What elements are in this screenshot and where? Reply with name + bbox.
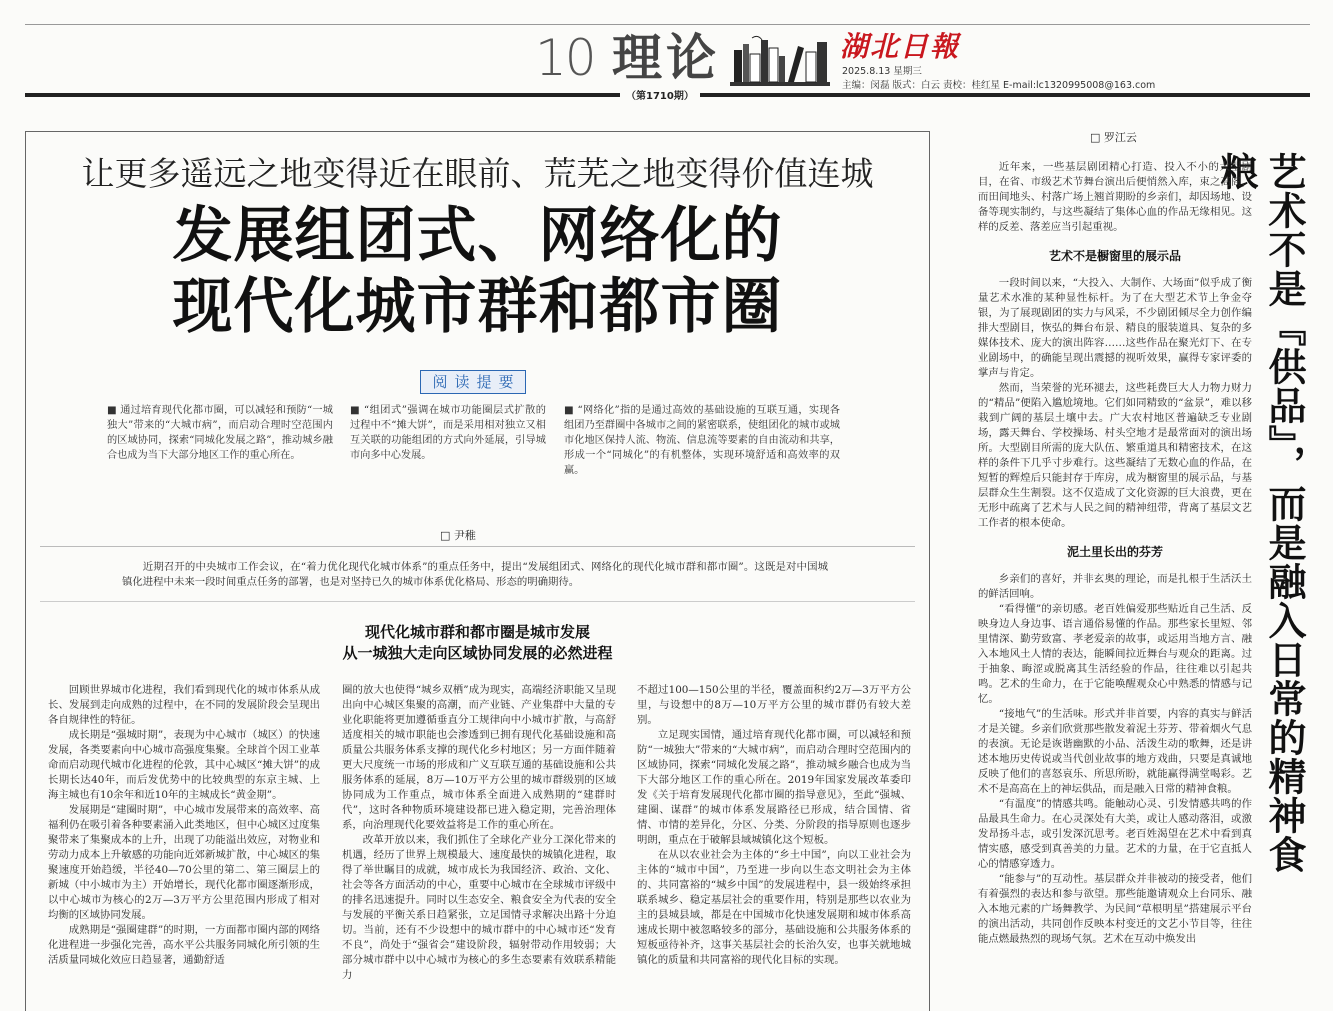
issue-date: 2025.8.13 星期三 bbox=[842, 66, 922, 77]
page-number: 10 bbox=[535, 29, 595, 87]
side-section2-para: “有温度”的情感共鸣。能触动心灵、引发情感共鸣的作品最具生命力。在心灵深处有大美，或让人感动落泪，或激发昂扬斗志，或引发深沉思考。老百姓渴望在艺术中看到真情实感，感受到真善美的力量。艺术的力量，在于它直抵人心的情感穿透力。 bbox=[978, 798, 1252, 870]
lead-col1-para: 回顾世界城市化进程，我们看到现代化的城市体系从成长、发展到走向成熟的过程中，在不同的发展阶段会呈现出各自规律性的特征。 bbox=[48, 684, 320, 726]
side-section2-para: 乡亲们的喜好，并非玄奥的理论，而是扎根于生活沃土的鲜活回响。 bbox=[978, 573, 1252, 600]
top-rule bbox=[25, 24, 1310, 25]
lead-column-3 bbox=[637, 683, 911, 1000]
issue-number: （第1710期） bbox=[620, 90, 700, 104]
side-section2-para: “看得懂”的亲切感。老百姓偏爱那些贴近自己生活、反映身边人身边事、语言通俗易懂的作品。那些家长里短、邻里情深、勤劳致富、孝老爱亲的故事，或运用当地方言、融入本地风土人情的表达，能瞬间拉近舞台与观众的距离。过于抽象、晦涩或脱离其生活经验的作品，往往难以引起共鸣。艺术的生命力，在于它能唤醒观众心中熟悉的情感与记忆。 bbox=[978, 603, 1252, 705]
section-title: 理论 bbox=[612, 28, 720, 87]
side-section2-title: 泥土里长出的芬芳 bbox=[1066, 545, 1163, 559]
lead-intro bbox=[122, 560, 828, 590]
lead-col2-para: 圈的放大也使得“城乡双栖”成为现实，高端经济职能又呈现出向中心城区集聚的高潮，而产业链、产业集群中大量的专业化职能将更加遵循垂直分工规律向中小城市扩散，与高舒适度相关的城市职能也会渗透到已拥有现代化基础设施和高质量公共服务体系支撑的现代化乡村地区；另一方面伴随着更大尺度统一市场的形成和广义互联互通的基础设施和公共服务体系的延展，8万—10万平方公里的城市群级别的区域协同成为工作重点，城市体系全面进入成熟期的“建群时代”，这时各种物质环境建设都已进入稳定期，完善治理体系，向治理现代化要效益将是工作的重心所在。 bbox=[342, 684, 616, 831]
side-headline: 艺术不是『供品』，而是融入日常的精神食粮 bbox=[1214, 152, 1306, 874]
lead-col3-para: 立足现实国情，通过培育现代化都市圈，可以减轻和预防“一城独大”带来的“大城市病”，而启动合理时空范围内的区域协同，探索“同城化发展之路”，推动城乡融合也成为当下大部分地区工作的重心所在。2019年国家发展改革委印发《关于培育发展现代化都市圈的指导意见》，至此“强城、建圈、谋群”的城市体系发展路径已形成，结合国情、省情、市情的差异化，分区、分类、分阶段的指导原则也逐步明朗，重点在于破解县域城镇化这个短板。 bbox=[637, 729, 911, 846]
side-section2-para: “接地气”的生活味。形式并非首要，内容的真实与鲜活才是关键。乡亲们欣赏那些散发着泥土芬芳、带着烟火气息的表演。无论是诙谐幽默的小品、活泼生动的歌舞，还是讲述本地历史传说或当代创业故事的地方戏曲，只要是真诚地反映了他们的喜怒哀乐、所思所盼，就能赢得满堂喝彩。艺术不是高高在上的神坛供品，而是融入日常的精神食粮。 bbox=[978, 708, 1252, 795]
lead-headline-line2: 现代化城市群和都市圈 bbox=[172, 272, 783, 342]
side-intro-para: 近年来，一些基层剧团精心打造、投入不小的大型剧目，在省、市级艺术节舞台演出后便悄然入库，束之高阁，而田间地头、村落广场上翘首期盼的乡亲们，却因场地、设备等现实制约，与这些凝结了集体心血的作品无缘相见。这样的反差、落差应当引起重视。 bbox=[978, 161, 1252, 233]
side-section1-title: 艺术不是橱窗里的展示品 bbox=[1048, 249, 1181, 263]
lead-subheading-2: 从一城独大走向区域协同发展的必然进程 bbox=[342, 644, 613, 662]
reading-tip-1: ■ 通过培育现代化都市圈，可以减轻和预防“一城独大”带来的“大城市病”，而启动合理时空范围内的区域协同，探索“同城化发展之路”，推动城乡融合也成为当下大部分地区工作的重心所在。 bbox=[107, 405, 333, 461]
editor-credits: 主编：闵磊 版式：白云 责校：桂红星 E-mail:lc1320995008@163.com bbox=[842, 80, 1156, 91]
bookshelf-illustration bbox=[728, 34, 832, 90]
lead-headline-line1: 发展组团式、网络化的 bbox=[172, 201, 783, 271]
lead-author: □ 尹稚 bbox=[440, 529, 476, 542]
side-section1-para: 一段时间以来，“大投入、大制作、大场面”似乎成了衡量艺术水准的某种显性标杆。为了在大型艺术节上争金夺银，为了展现剧团的实力与风采，不少剧团倾尽全力创作编排大型剧目，恢弘的舞台布景、精良的服装道具、复杂的多媒体技术、庞大的演出阵容……这些作品在聚光灯下、在专业剧场中，的确能呈现出震撼的视听效果，赢得专家评委的掌声与肯定。 bbox=[978, 277, 1252, 379]
lead-col3-para: 不超过100—150公里的半径，覆盖面积约2万—3万平方公里，与设想中的8万—10万平方公里的城市群仍有较大差别。 bbox=[637, 684, 911, 726]
lead-col3-para: 在从以农业社会为主体的“乡土中国”，向以工业社会为主体的“城市中国”，乃至进一步向以生态文明社会为主体的、共同富裕的“城乡中国”的发展进程中，县一级始终承担联系城乡、稳定基层社会的重要作用，特别是那些以农业为主的县城县域，都是在中国城市化快速发展期和城市体系高速成长期中被忽略较多的部分，基础设施和公共服务体系的短板亟待补齐，这事关基层社会的长治久安，也事关就地城镇化的质量和共同富裕的现代化目标的实现。 bbox=[637, 849, 911, 966]
lead-col1-para: 成长期是“强城时期”，表现为中心城市（城区）的快速发展，各类要素向中心城市高强度集聚。全球首个因工业革命而启动现代城市化进程的伦敦，其中心城区“摊大饼”的成长期长达40年，而后发优势中的比较典型的东京主城、上海主城也有10余年和近10年的主城成长“黄金期”。 bbox=[48, 729, 320, 801]
reading-tip-3: ■ “网络化”指的是通过高效的基础设施的互联互通，实现各组团乃至群圈中各城市之间的紧密联系，使组团化的城市或城市化地区保持人流、物流、信息流等要素的自由流动和共享，形成一个“同城化”的有机整体，实现环境舒适和高效率的双赢。 bbox=[564, 405, 840, 476]
lead-kicker: 让更多遥远之地变得近在眼前、荒芜之地变得价值连城 bbox=[81, 154, 874, 193]
side-author: □ 罗江云 bbox=[1090, 131, 1137, 144]
side-section1-para: 然而，当荣誉的光环褪去，这些耗费巨大人力物力财力的“精品”便陷入尴尬境地。它们如同精致的“盆景”，难以移栽到广阔的基层土壤中去。广大农村地区普遍缺乏专业剧场，露天舞台、学校操场、村头空地才是最常面对的演出场所。大型剧目所需的庞大队伍、繁重道具和精密技术，在这样的条件下几乎寸步难行。这些凝结了无数心血的作品，在短暂的辉煌后只能封存于库房，成为橱窗里的展示品，与基层群众生生割裂。这不仅造成了文化资源的巨大浪费，更在无形中疏离了艺术与人民之间的精神纽带，背离了基层文艺工作者的根本使命。 bbox=[978, 382, 1252, 529]
reading-tip-2: ■ “组团式”强调在城市功能圈层式扩散的过程中不“摊大饼”，而是采用相对独立又相互关联的功能组团的方式向外延展，引导城市向多中心发展。 bbox=[350, 405, 546, 461]
side-body bbox=[978, 160, 1252, 1000]
lead-col2-para: 改革开放以来，我们抓住了全球化产业分工深化带来的机遇，经历了世界上规模最大、速度最快的城镇化进程，取得了举世瞩目的成就，城市成长为我国经济、政治、文化、社会等各方面活动的中心，重要中心城市在全球城市评级中的排名迅速提升。同时以生态安全、粮食安全为代表的安全与发展的平衡关系日趋紧张，立足国情寻求解决出路十分迫切。当前，还有不少设想中的城市群中的中心城市还“发育不良”，尚处于“强省会”建设阶段，辐射带动作用较弱；大部分城市群中以中心城市为核心的多生态要素有效联系精能力 bbox=[342, 834, 616, 981]
lead-col1-para: 发展期是“建圈时期”，中心城市发展带来的高效率、高福利仍在吸引着各种要素涌入此类地区，但中心城区过度集聚带来了集聚成本的上升，出现了功能溢出效应，对物业和劳动力成本上升敏感的功能向近郊新城扩散，中心城区的集聚速度开始趋缓，半径40—70公里的第二、第三圈层上的新城（中小城市为主）开始增长，现代化都市圈逐渐形成，以中心城市为核心的2万—3万平方公里范围内形成了相对均衡的区域协同发展。 bbox=[48, 804, 320, 921]
author-divider bbox=[40, 546, 915, 547]
lead-col1-para: 成熟期是“强圈建群”的时期，一方面都市圈内部的网络化进程进一步强化完善，高水平公共服务同城化所引领的生活质量同城化效应日趋显著，通勤舒适 bbox=[48, 924, 320, 966]
lead-subheading-1: 现代化城市群和都市圈是城市发展 bbox=[364, 623, 590, 641]
lead-intro-text: 近期召开的中央城市工作会议，在“着力优化现代化城市体系”的重点任务中，提出“发展组团式、网络化的现代化城市群和都市圈”。这既是对中国城镇化进程中未来一段时间重点任务的部署，也是对坚持已久的城市体系优化格局、形态的明确期待。 bbox=[122, 561, 828, 588]
lead-column-2 bbox=[342, 683, 616, 1000]
lead-column-1 bbox=[48, 683, 320, 1000]
intro-divider bbox=[40, 601, 915, 602]
side-section2-para: “能参与”的互动性。基层群众并非被动的接受者，他们有着强烈的表达和参与欲望。那些能邀请观众上台同乐、融入本地元素的广场舞教学、为民间“草根明星”搭建展示平台的演出活动，共同创作反映本村变迁的文艺小节目等，往往能点燃最热烈的现场气氛。艺术在互动中焕发出 bbox=[978, 873, 1252, 945]
reading-tips-label: 阅读提要 bbox=[420, 370, 526, 394]
paper-logo: 湖北日報 bbox=[840, 30, 961, 63]
